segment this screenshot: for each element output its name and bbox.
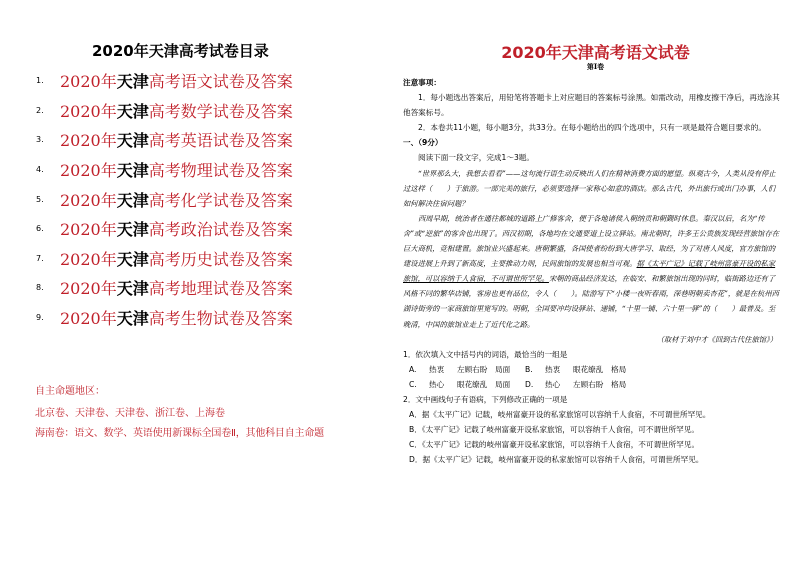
question-2: 2．文中画线句子有语病，下列修改正确的一项是 (403, 394, 568, 404)
region-label: 自主命题地区： (35, 386, 105, 397)
toc-item-link[interactable]: 2020年天津高考英语试卷及答案 (60, 131, 293, 151)
option-letter: B. (525, 364, 533, 374)
q2-option-b: B．《太平广记》记载了岐州富豪开设私家旅馆，可以容纳千人食宿，可不谓世所罕见。 (409, 425, 699, 435)
option-letter: C. (409, 379, 417, 389)
toc-item-link[interactable]: 2020年天津高考生物试卷及答案 (60, 309, 293, 329)
toc-item-chinese[interactable] (36, 66, 293, 96)
notice-item: 1．每小题选出答案后，用铅笔将答题卡上对应题目的答案标号涂黑。如需改动，用橡皮擦干净后，再选涂其他答案标号。 (403, 93, 780, 118)
notice-title: 注意事项： (403, 78, 441, 87)
exam-content (403, 75, 781, 467)
paper-title: 2020年天津高考语文试卷 (501, 43, 690, 62)
q2-option-a: A．据《太平广记》记载，岐州富豪开设的私家旅馆可以容纳千人食宿，不可谓世所罕见。 (409, 410, 711, 420)
exam-page (397, 0, 794, 562)
toc-item-number: 3. (36, 135, 44, 145)
toc-list (36, 66, 293, 332)
toc-item-history[interactable] (36, 244, 293, 274)
toc-item-link[interactable]: 2020年天津高考语文试卷及答案 (60, 72, 293, 92)
toc-item-link[interactable]: 2020年天津高考数学试卷及答案 (60, 101, 293, 121)
q1-options-row: A. 热衷 左顾右盼 局面 B. 热衷 眼花缭乱 格局 (403, 362, 781, 377)
toc-item-number: 9. (36, 313, 44, 323)
passage-paragraph: 西周早期，统治者在通往都城的道路上广修客舍，便于各地诸侯入朝纳贡和朝觐时休息。秦汉以后，名为“传舍”或“逆旅”的客舍也出现了。西汉初期，各地均在交通要道上设立驿站。南北朝时，许多王公贵族发现经营旅馆存在巨大商机，竞相建置。旅馆业兴盛起来。唐朝繁盛，各国使者纷纷到大唐学习、取经，为了对唐人风度，官方旅馆的建设进展上升到了新高度，主要推动力则，民间旅馆的发展也相当可观。据《太平广记》记载了岐州富豪开设的私家旅馆，可以容纳千人食宿，不可谓世所罕见。宋朝的商品经济发达，在临安、和繁旅馆出现的同时，临街路边还有了风格不同的繁华店铺，客房也更有品位，令人（ ）。陆游写下“小楼一夜听春雨，深巷明朝卖杏花”，就是在杭州西湖诗街旁的一家商旅馆里宽写的。明朝，全国要冲均设驿站、递铺，“十里一铺、六十里一驿”的（ ）最普及。至晚清，中国的旅馆业走上了近代化之路。 (403, 213, 780, 329)
reading-instruction: 阅读下面一段文字，完成1～3题。 (418, 153, 534, 163)
toc-item-english[interactable] (36, 125, 293, 155)
q2-option-d: D．据《太平广记》记载，岐州富豪开设的私家旅馆可以容纳千人食宿，可谓世所罕见。 (409, 455, 704, 465)
toc-item-geography[interactable] (36, 273, 293, 303)
toc-item-number: 8. (36, 283, 44, 293)
toc-title: 2020年天津高考试卷目录 (92, 42, 269, 60)
toc-item-link[interactable]: 2020年天津高考物理试卷及答案 (60, 161, 293, 181)
notice-item: 2．本卷共11小题，每小题3分，共33分。在每小题给出的四个选项中，只有一项是最符合题目要求的。 (418, 123, 766, 133)
toc-item-number: 5. (36, 194, 44, 204)
toc-item-number: 7. (36, 253, 44, 263)
option-letter: A. (409, 364, 417, 374)
q1-options-row: C. 热心 眼花缭乱 局面 D. 热心 左顾右盼 格局 (403, 377, 781, 392)
region-list: 北京卷、天津卷、天津卷、浙江卷、上海卷 (35, 408, 225, 419)
toc-item-link[interactable]: 2020年天津高考化学试卷及答案 (60, 190, 293, 210)
toc-item-link[interactable]: 2020年天津高考历史试卷及答案 (60, 249, 293, 269)
option-letter: D. (525, 379, 534, 389)
toc-item-link[interactable]: 2020年天津高考地理试卷及答案 (60, 279, 293, 299)
toc-item-number: 4. (36, 165, 44, 175)
toc-item-biology[interactable] (36, 303, 293, 333)
toc-item-politics[interactable] (36, 214, 293, 244)
question-1: 1．依次填入文中括号内的词语，最恰当的一组是 (403, 349, 568, 359)
volume-label: 第Ⅰ卷 (586, 62, 605, 71)
q2-option-c: C．《太平广记》记载的岐州富豪开设私家旅馆，可以容纳千人食宿，不可谓世所罕见。 (409, 440, 700, 450)
toc-item-chemistry[interactable] (36, 184, 293, 214)
toc-item-link[interactable]: 2020年天津高考政治试卷及答案 (60, 220, 293, 240)
toc-item-number: 1. (36, 76, 44, 86)
toc-item-math[interactable] (36, 96, 293, 126)
passage-paragraph: “世界那么大，我想去看看”——这句流行语生动反映出人们在精神消费方面的愿望。纵观古今，人类从没有停止过这样（ ）于旅游。一部完美的旅行，必须要选择一家称心如意的酒店。那么古代，外出旅行或出门办事，人们如何解决住宿问题？ (403, 168, 776, 208)
section-heading: 一、（9分） (403, 138, 443, 148)
toc-item-physics[interactable] (36, 155, 293, 185)
passage-source: （取材于刘中才《回到古代住旅馆》） (656, 334, 777, 344)
toc-item-number: 6. (36, 224, 44, 234)
toc-item-number: 2. (36, 105, 44, 115)
region-note: 海南卷：语文、数学、英语使用新课标全国卷Ⅱ，其他科目自主命题 (35, 428, 324, 439)
underlined-sentence: 据《太平广记》记载了岐州富豪开设的私家旅馆，可以容纳千人食宿，不可谓世所罕见。 (403, 259, 776, 284)
